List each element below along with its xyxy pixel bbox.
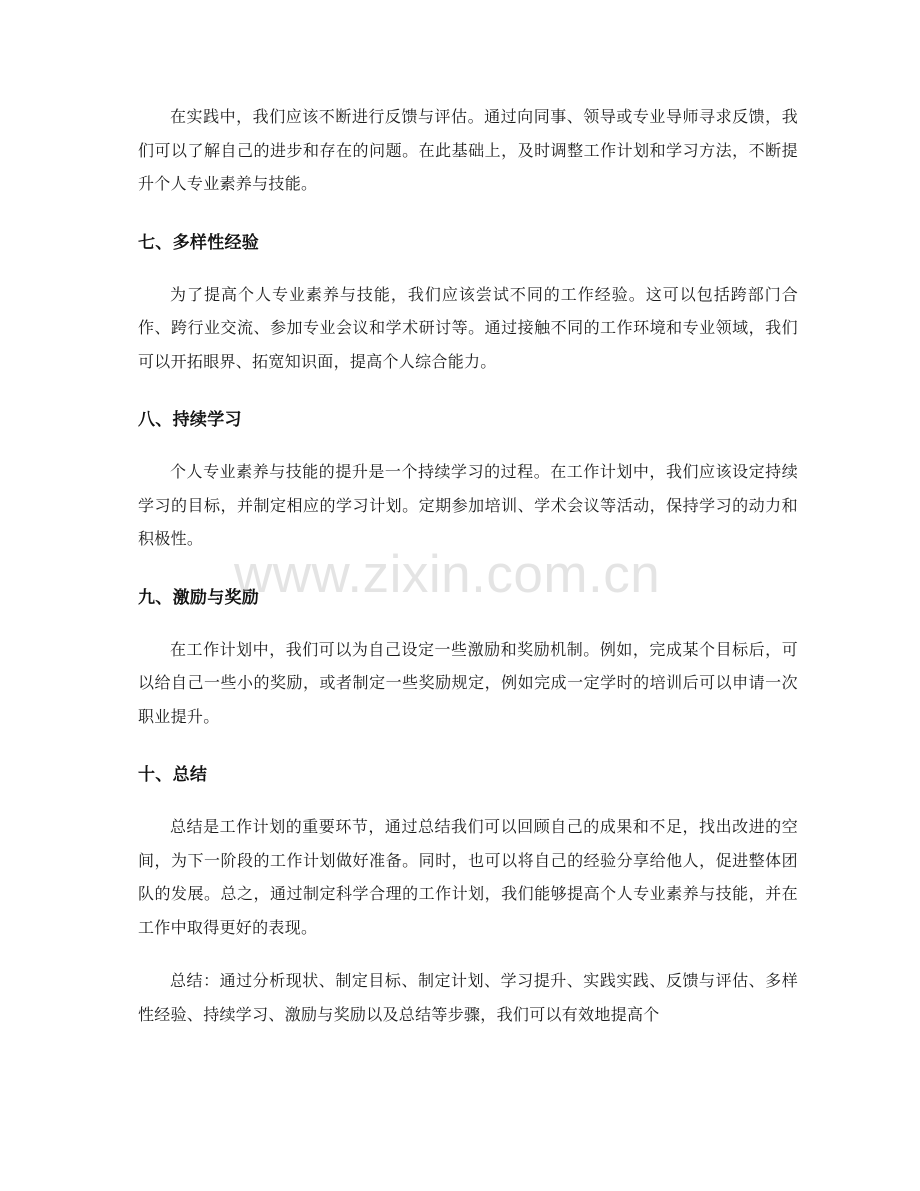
document-body	[138, 100, 798, 1031]
paragraph-closing-summary: 总结：通过分析现状、制定目标、制定计划、学习提升、实践实践、反馈与评估、多样性经验、持续学习、激励与奖励以及总结等步骤，我们可以有效地提高个	[138, 971, 798, 1024]
heading-incentives-rewards: 九、激励与奖励	[138, 587, 260, 608]
heading-summary: 十、总结	[138, 765, 208, 785]
watermark-text: www.zixin.com.cn	[234, 545, 661, 604]
paragraph-summary: 总结是工作计划的重要环节，通过总结我们可以回顾自己的成果和不足，找出改进的空间，为下一阶段的工作计划做好准备。同时，也可以将自己的经验分享给他人，促进整体团队的发展。总之，通过制定科学合理的工作计划，我们能够提高个人专业素养与技能，并在工作中取得更好的表现。	[138, 817, 798, 937]
paragraph-feedback: 在实践中，我们应该不断进行反馈与评估。通过向同事、领导或专业导师寻求反馈，我们可以了解自己的进步和存在的问题。在此基础上，及时调整工作计划和学习方法，不断提升个人专业素养与技能。	[138, 107, 798, 193]
heading-continuous-learning: 八、持续学习	[138, 410, 242, 430]
heading-diverse-experience: 七、多样性经验	[138, 232, 260, 253]
paragraph-diverse-experience: 为了提高个人专业素养与技能，我们应该尝试不同的工作经验。这可以包括跨部门合作、跨行业交流、参加专业会议和学术研讨等。通过接触不同的工作环境和专业领域，我们可以开拓眼界、拓宽知识面，提高个人综合能力。	[138, 284, 798, 371]
paragraph-continuous-learning: 个人专业素养与技能的提升是一个持续学习的过程。在工作计划中，我们应该设定持续学习的目标，并制定相应的学习计划。定期参加培训、学术会议等活动，保持学习的动力和积极性。	[138, 462, 798, 548]
paragraph-incentives-rewards: 在工作计划中，我们可以为自己设定一些激励和奖励机制。例如，完成某个目标后，可以给自己一些小的奖励，或者制定一些奖励规定，例如完成一定学时的培训后可以申请一次职业提升。	[138, 639, 798, 726]
